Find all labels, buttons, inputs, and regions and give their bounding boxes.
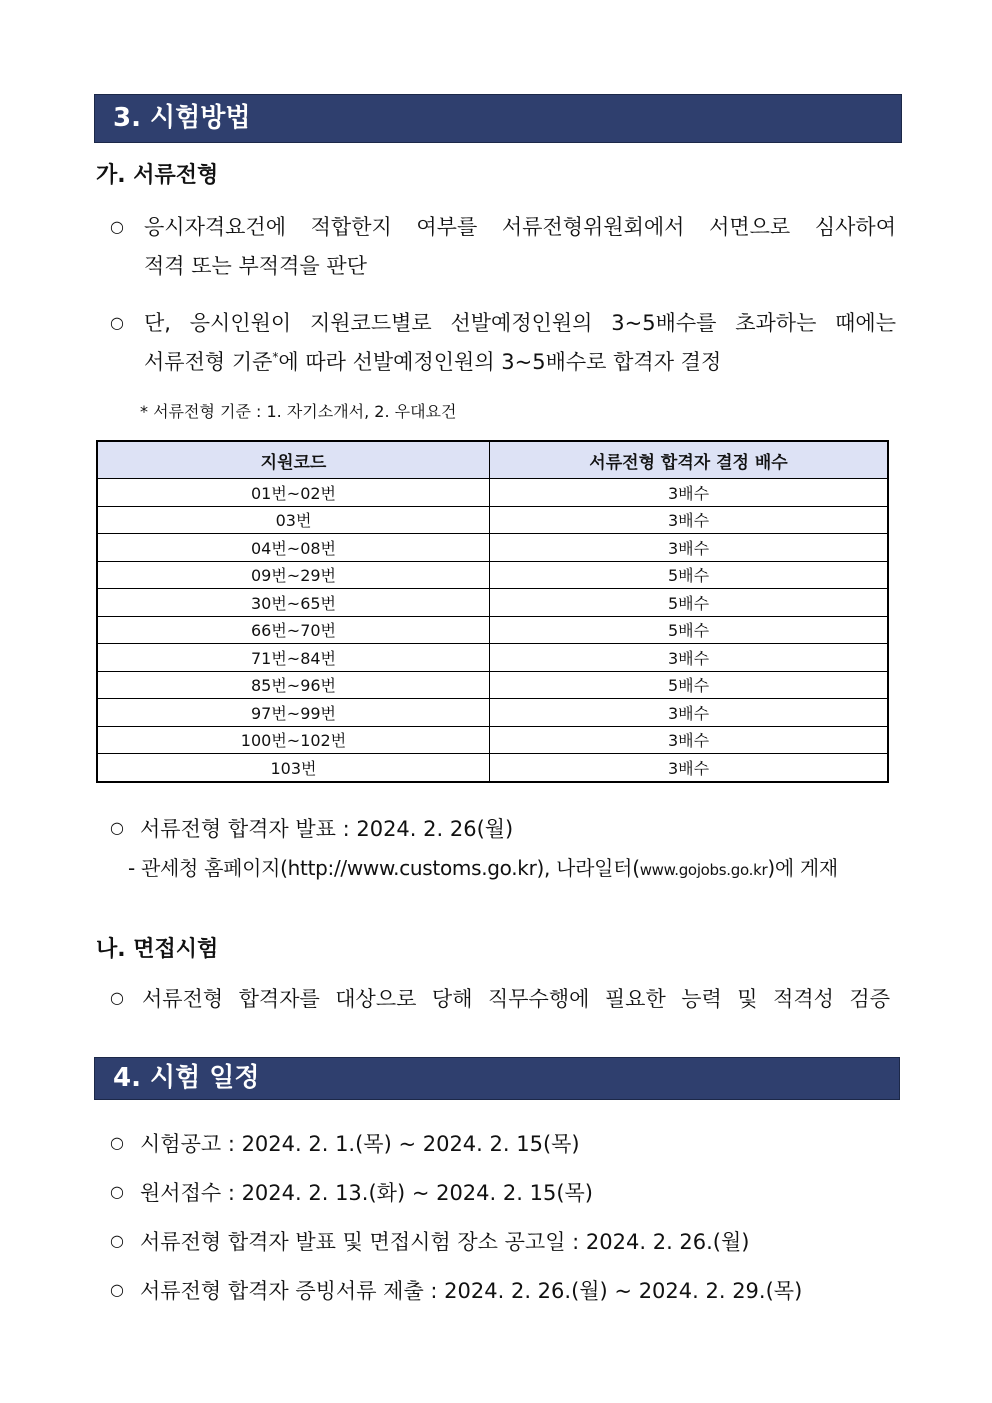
gojobs-url: www.gojobs.go.kr (639, 861, 768, 879)
table-row (97, 754, 888, 782)
cell-code: 03번 (97, 506, 490, 534)
excess-rule-line2 (144, 346, 721, 376)
cell-code: 09번~29번 (97, 561, 490, 589)
cell-code: 66번~70번 (97, 616, 490, 644)
table-row (97, 671, 888, 699)
table-header-row (97, 441, 888, 479)
table-row (97, 479, 888, 507)
excess-rule-line1: 단, 응시인원이 지원코드별로 선발예정인원의 3~5배수를 초과하는 때에는 (144, 311, 896, 335)
interview-desc: 서류전형 합격자를 대상으로 당해 직무수행에 필요한 능력 및 적격성 검증 (142, 987, 890, 1011)
announce-detail (128, 852, 838, 881)
announce-suffix: )에 게재 (767, 856, 838, 880)
cell-multiplier: 3배수 (490, 754, 889, 782)
criteria-rest: 에 따라 선발예정인원의 3~5배수로 합격자 결정 (278, 350, 722, 374)
bullet-circle-icon: ○ (110, 1231, 124, 1250)
cell-multiplier: 3배수 (490, 726, 889, 754)
section-3-title: 3. 시험방법 (94, 94, 902, 143)
table-row (97, 726, 888, 754)
cell-multiplier: 5배수 (490, 616, 889, 644)
cell-code: 85번~96번 (97, 671, 490, 699)
cell-multiplier: 3배수 (490, 644, 889, 672)
cell-multiplier: 5배수 (490, 671, 889, 699)
table-row (97, 699, 888, 727)
bullet-circle-icon: ○ (110, 1133, 124, 1152)
bullet-circle-icon: ○ (110, 1182, 124, 1201)
table-row (97, 616, 888, 644)
cell-code: 01번~02번 (97, 479, 490, 507)
doc-review-line2: 적격 또는 부적격을 판단 (144, 254, 367, 278)
schedule-item: 서류전형 합격자 증빙서류 제출 : 2024. 2. 26.(월) ~ 2024. 2. 29.(목) (140, 1279, 803, 1303)
bullet-circle-icon: ○ (110, 313, 124, 332)
cell-code: 100번~102번 (97, 726, 490, 754)
table-row (97, 534, 888, 562)
schedule-item: 서류전형 합격자 발표 및 면접시험 장소 공고일 : 2024. 2. 26.(월) (140, 1230, 750, 1254)
table-row (97, 561, 888, 589)
cell-code: 04번~08번 (97, 534, 490, 562)
criteria-note: * 서류전형 기준 : 1. 자기소개서, 2. 우대요건 (140, 402, 457, 421)
schedule-item: 원서접수 : 2024. 2. 13.(화) ~ 2024. 2. 15(목) (140, 1181, 593, 1205)
code-multiplier-table (96, 440, 889, 783)
cell-multiplier: 5배수 (490, 561, 889, 589)
bullet-circle-icon: ○ (110, 988, 124, 1007)
header-code: 지원코드 (97, 441, 490, 479)
announce-date: 서류전형 합격자 발표 : 2024. 2. 26(월) (140, 817, 514, 841)
bullet-circle-icon: ○ (110, 818, 124, 837)
bullet-circle-icon: ○ (110, 217, 124, 236)
section-4-title: 4. 시험 일정 (94, 1057, 900, 1100)
table-row (97, 506, 888, 534)
footnote-mark: * (272, 350, 279, 364)
cell-multiplier: 3배수 (490, 699, 889, 727)
cell-code: 71번~84번 (97, 644, 490, 672)
doc-review-line1: 응시자격요건에 적합한지 여부를 서류전형위원회에서 서면으로 심사하여 (144, 215, 896, 239)
schedule-item: 시험공고 : 2024. 2. 1.(목) ~ 2024. 2. 15(목) (140, 1132, 580, 1156)
announce-sites: - 관세청 홈페이지(http://www.customs.go.kr), 나라일터( (128, 856, 640, 880)
cell-multiplier: 3배수 (490, 534, 889, 562)
cell-multiplier: 5배수 (490, 589, 889, 617)
cell-code: 30번~65번 (97, 589, 490, 617)
table-row (97, 644, 888, 672)
cell-code: 103번 (97, 754, 490, 782)
table-row (97, 589, 888, 617)
cell-multiplier: 3배수 (490, 506, 889, 534)
subsection-a-heading: 가. 서류전형 (96, 163, 219, 188)
bullet-circle-icon: ○ (110, 1280, 124, 1299)
criteria-text: 서류전형 기준 (144, 350, 273, 374)
subsection-b-heading: 나. 면접시험 (96, 937, 219, 962)
header-multiplier: 서류전형 합격자 결정 배수 (490, 441, 889, 479)
cell-code: 97번~99번 (97, 699, 490, 727)
cell-multiplier: 3배수 (490, 479, 889, 507)
